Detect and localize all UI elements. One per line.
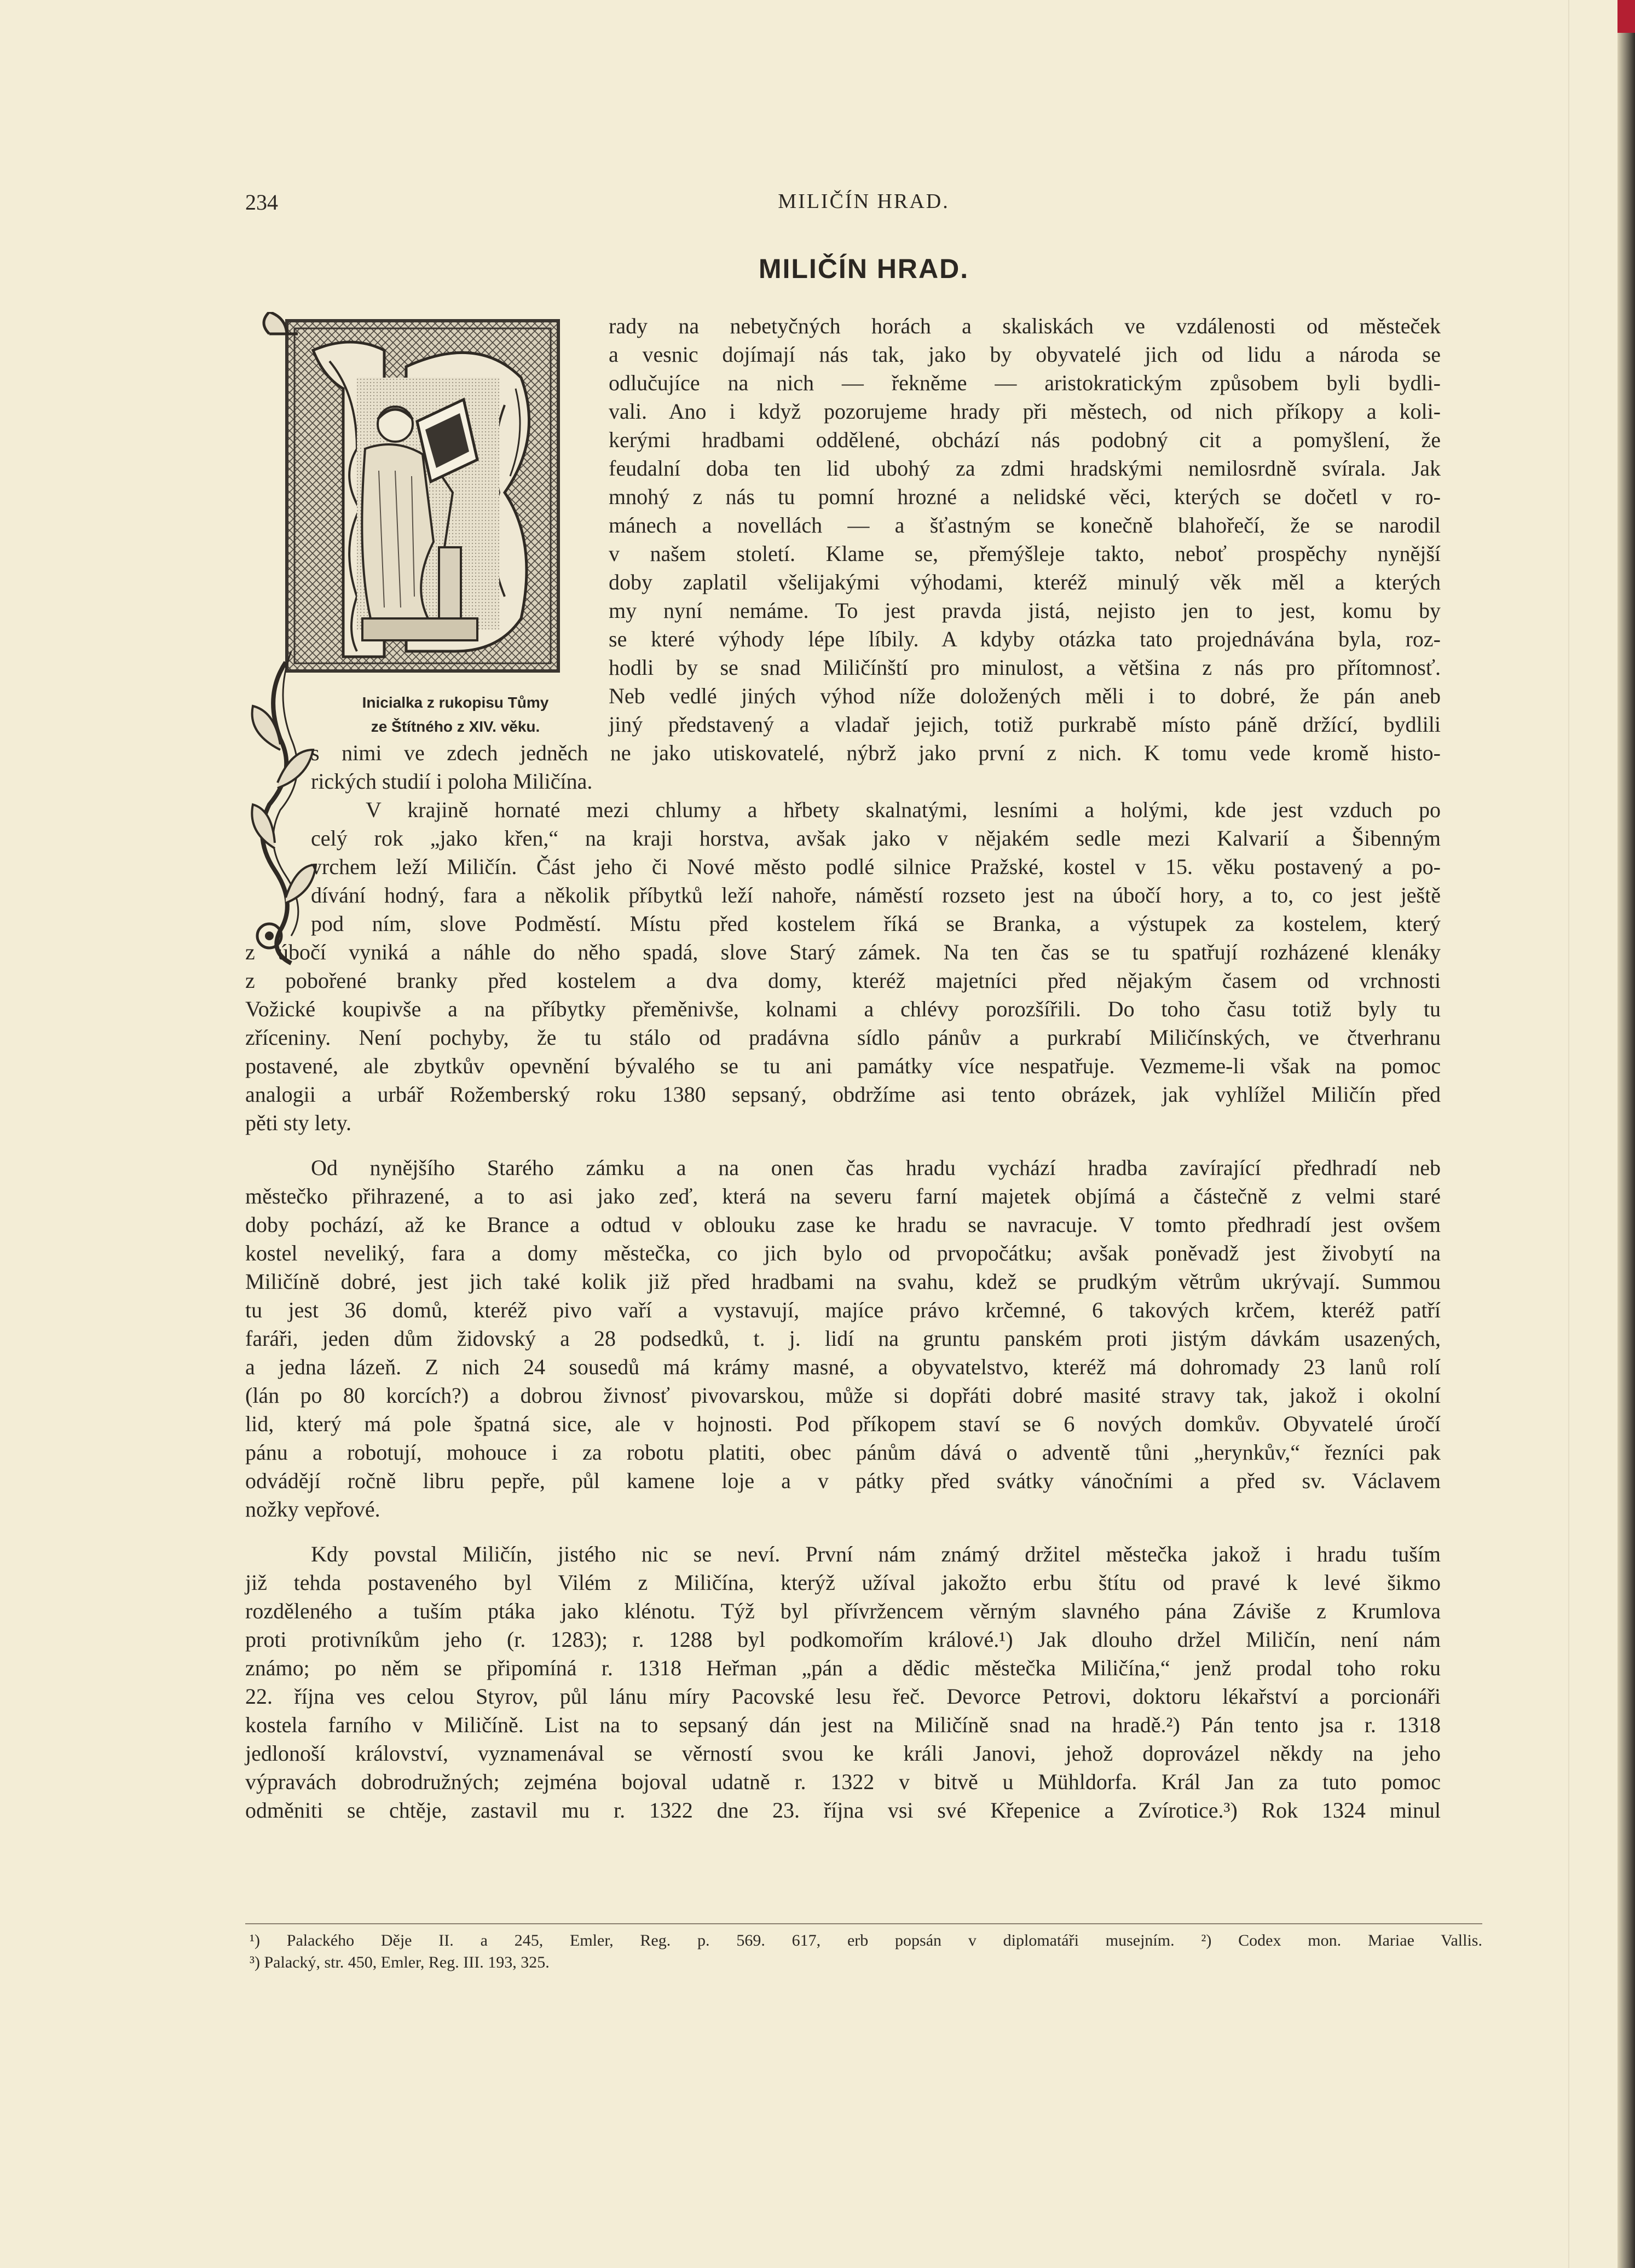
text-line: pěti sty lety. <box>245 1110 352 1135</box>
page-edge <box>1617 0 1635 2268</box>
footnotes <box>245 1923 1482 1974</box>
text-line: faráři, jeden dům židovský a 28 podsedků, t. j. lidí na gruntu panském proti jistým dávkám usazených, <box>245 1326 1441 1351</box>
text-line: vali. Ano i když pozorujeme hrady při městech, od nich příkopy a koli- <box>609 399 1441 424</box>
text-line: (lán po 80 korcích?) a dobrou živnosť pivovarskou, může si dopřáti dobré masité stravy tak, jakož i okolní <box>245 1383 1441 1408</box>
text-line: výpravách dobrodružných; zejména bojoval udatně r. 1322 v bitvě u Mühldorfa. Král Jan za tuto pomoc <box>245 1769 1441 1794</box>
text-line: feudalní doba ten lid ubohý za zdmi hradskými nemilosrdně svírala. Jak <box>609 456 1441 481</box>
caption-line: Inicialka z rukopisu Tůmy <box>362 694 549 711</box>
footnote: ³) Palacký, str. 450, Emler, Reg. III. 193, 325. <box>250 1953 550 1971</box>
text-line: známo; po něm se připomíná r. 1318 Heřman „pán a dědic městečka Miličína,“ jenž prodal toho roku <box>245 1656 1441 1680</box>
text-line: kerými hradbami oddělené, obchází nás podobný cit a pomyšlení, že <box>609 427 1441 452</box>
caption-line: ze Štítného z XIV. věku. <box>371 718 540 735</box>
text-line: rady na nebetyčných horách a skaliskách ve vzdálenosti od městeček <box>609 314 1441 338</box>
page-number: 234 <box>245 190 278 215</box>
text-line: odměniti se chtěje, zastavil mu r. 1322 dne 23. října vsi své Křepenice a Zvírotice.³) Rok 1324 minul <box>245 1798 1441 1822</box>
text-line: pánu a robotují, mohouce i za robotu platiti, obec pánům dává o adventě tůni „herynkův,“ řezníci pak <box>245 1440 1441 1465</box>
text-line: odvádějí ročně libru pepře, půl kamene loje a v pátky před svátky vánočními a před sv. Václavem <box>245 1468 1441 1493</box>
text-line: v našem století. Klame se, přemýšleje takto, neboť prospěchy nynější <box>609 541 1441 566</box>
text-line: a jedna lázeň. Z nich 24 sousedů má krámy masné, a obyvatelstvo, kteréž má dohromady 23 lanů rolí <box>245 1355 1441 1379</box>
footnote: ¹) Palackého Děje II. a 245, Emler, Reg. p. 569. 617, erb popsán v diplomatáři musejním. ²) Codex mon. Mariae Vallis. <box>250 1931 1482 1949</box>
text-line: postavené, ale zbytkův opevnění bývalého se tu ani památky více nespatřuje. Vezmeme-li však na pomoc <box>245 1054 1441 1078</box>
text-line: z úbočí vyniká a náhle do něho spadá, slove Starý zámek. Na ten čas se tu spatřují rozházené klenáky <box>245 940 1441 964</box>
page-edge-mark <box>1617 0 1635 33</box>
text-line: hodli by se snad Miličínští pro minulost, a většina z nás pro přítomnosť. <box>609 655 1441 680</box>
text-line: my nyní nemáme. To jest pravda jistá, nejisto jen to jest, komu by <box>609 598 1441 623</box>
text-line: 22. října ves celou Styrov, půl lánu míry Pacovské lesu řeč. Devorce Petrovi, doktoru lékařství a porcionáři <box>245 1684 1441 1709</box>
text-line: odlučujíce na nich — řekněme — aristokratickým způsobem byli bydli- <box>609 371 1441 395</box>
text-line: rických studií i poloha Miličína. <box>311 769 593 794</box>
text-line: Neb vedlé jiných výhod níže doložených měli i to dobré, že pán aneb <box>609 684 1441 708</box>
text-line: vrchem leží Miličín. Část jeho či Nové město podlé silnice Pražské, kostel v 15. věku postavený a po- <box>311 854 1441 879</box>
text-line: lid, který má pole špatná sice, ale v hojnosti. Pod příkopem staví se 6 nových domkův. Obyvatelé úročí <box>245 1411 1441 1436</box>
text-line: Vožické koupivše a na příbytky přeměnivše, kolnami a chlévy porozšířili. Do toho času totiž byly tu <box>245 997 1441 1021</box>
text-line: mánech a novellách — a šťastným se konečně blahořečí, že se narodil <box>609 513 1441 537</box>
text-line: rozděleného a tuším ptáka jako klénotu. Týž byl přívržencem věrným slavného pána Záviše z Krumlova <box>245 1599 1441 1623</box>
text-line: Od nynějšího Starého zámku a na onen čas hradu vychází hradba zavírající předhradí neb <box>311 1155 1441 1180</box>
text-line: proti protivníkům jeho (r. 1283); r. 1288 byl podkomořím králové.¹) Jak dlouho držel Miličín, není nám <box>245 1627 1441 1652</box>
text-line: doby zaplatil všelijakými výhodami, kteréž minulý věk měl a kterých <box>609 570 1441 594</box>
text-line: zříceniny. Není pochyby, že tu stálo od pradávna sídlo pánův a purkrabí Miličínských, ve čtverhranu <box>245 1025 1441 1050</box>
text-line: V krajině hornaté mezi chlumy a hřbety skalnatými, lesními a holými, kde jest vzduch po <box>366 797 1441 822</box>
fold-line <box>1568 0 1569 2268</box>
text-line: analogii a urbář Rožemberský roku 1380 sepsaný, obdržíme asi tento obrázek, jak vyhlížel Miličín před <box>245 1082 1441 1107</box>
text-line: doby pochází, až ke Brance a odtud v oblouku zase ke hradu se navracuje. V tomto předhradí jest ovšem <box>245 1212 1441 1237</box>
text-line: Kdy povstal Miličín, jistého nic se neví. První nám známý držitel městečka jakož i hradu tuším <box>311 1542 1441 1566</box>
text-line: tu jest 36 domů, kteréž pivo vaří a vystavují, majíce právo krčemné, 6 takových krčem, kteréž patří <box>245 1298 1441 1322</box>
text-line: jiný představený a vladař jejich, totiž purkrabě místo páně držící, bydlili <box>609 712 1441 737</box>
text-line: a vesnic dojímají nás tak, jako by obyvatelé jich od lidu a národa se <box>609 342 1441 367</box>
chapter-title: MILIČÍN HRAD. <box>758 253 969 284</box>
text-line: dívání hodný, fara a několik příbytků leží nahoře, náměstí rozseto jest na úbočí hory, a to, co jest ještě <box>311 883 1441 907</box>
text-line: mnohý z nás tu pomní hrozné a nelidské věci, kterých se dočetl v ro- <box>609 484 1441 509</box>
text-line: se které výhody lépe líbily. A kdyby otázka tato projednávána byla, roz- <box>609 627 1441 651</box>
text-line: pod ním, slove Podměstí. Místu před kostelem říká se Branka, a výstupek za kostelem, který <box>311 911 1441 936</box>
text-line: kostela farního v Miličíně. List na to sepsaný dán jest na Miličíně snad na hradě.²) Pán tento jsa r. 1318 <box>245 1712 1441 1737</box>
text-line: celý rok „jako křen,“ na kraji horstva, avšak jako v nějakém sedle mezi Kalvarií a Šibenným <box>311 826 1441 850</box>
initial-caption <box>313 691 598 739</box>
running-head: MILIČÍN HRAD. <box>778 190 950 213</box>
text-line: z pobořené branky před kostelem a dva domy, kteréž majetníci před nějakým časem od vrchnosti <box>245 968 1441 993</box>
text-line: městečko přihrazené, a to asi jako zeď, která na severu farní majetek objímá a částečně z velmi staré <box>245 1184 1441 1208</box>
text-line: s nimi ve zdech jedněch ne jako utiskovatelé, nýbrž jako první z nich. K tomu vede kromě histo- <box>311 740 1441 765</box>
page-header <box>245 189 1482 222</box>
text-line: Miličíně dobré, jest jich také kolik již před hradbami na svahu, kdež se prudkým větrům ukrývají. Summou <box>245 1269 1441 1294</box>
text-line: nožky vepřové. <box>245 1497 380 1521</box>
text-line: již tehda postaveného byl Vilém z Miličína, kterýž užíval jakožto erbu štítu od pravé k levé šikmo <box>245 1570 1441 1595</box>
text-line: kostel neveliký, fara a domy městečka, co jich bylo od prvopočátku; avšak poněvadž jest živobytí na <box>245 1241 1441 1265</box>
text-line: jedlonoší království, vyznamenával se věrností svou ke králi Janovi, jehož doprovázel někdy na jeho <box>245 1741 1441 1766</box>
